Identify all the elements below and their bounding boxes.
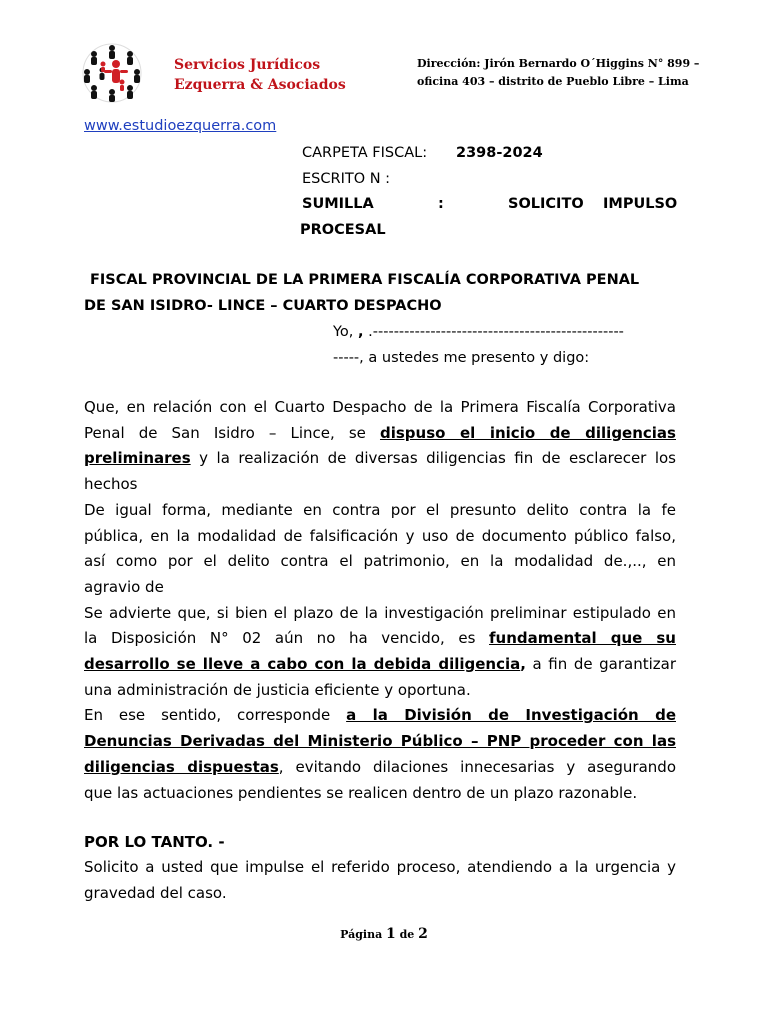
page-footer bbox=[0, 926, 768, 942]
escrito-label: ESCRITO N : bbox=[302, 171, 391, 187]
intro-name-placeholder: , bbox=[358, 324, 364, 340]
address-line1: Dirección: Jirón Bernardo O´Higgins N° 899 – bbox=[417, 57, 700, 70]
carpeta-label: CARPETA FISCAL: bbox=[302, 145, 428, 161]
paragraph-1-line: Que, en relación con el Cuarto Despacho de la Primera Fiscalía Corporativa bbox=[84, 398, 676, 416]
paragraph-4-line: que las actuaciones pendientes se realicen dentro de un plazo razonable. bbox=[84, 783, 638, 802]
paragraph-1-line: hechos bbox=[84, 475, 138, 494]
firm-address bbox=[417, 55, 699, 91]
of-word: de bbox=[395, 928, 419, 941]
text-run: la Disposición N° 02 aún no ha vencido, es bbox=[84, 629, 490, 648]
intro-prefix: Yo, bbox=[333, 324, 359, 340]
conclusion-line: gravedad del caso. bbox=[84, 883, 227, 902]
emphasis-run: dispuso el inicio de diligencias bbox=[379, 423, 676, 442]
text-run: , evitando dilaciones innecesarias y asegurando bbox=[278, 757, 676, 776]
paragraph-2-line: agravio de bbox=[84, 577, 164, 596]
sumilla-colon: : bbox=[438, 196, 444, 212]
addressee-line1: FISCAL PROVINCIAL DE LA PRIMERA FISCALÍA CORPORATIVA PENAL bbox=[90, 272, 640, 288]
paragraph-2-line: pública, en la modalidad de falsificación y uso de documento público falso, bbox=[84, 526, 676, 545]
paragraph-4-line bbox=[84, 703, 676, 729]
sumilla-value-word3: PROCESAL bbox=[300, 222, 386, 238]
firm-logo bbox=[80, 42, 144, 104]
emphasis-run: a la División de Investigación de bbox=[346, 706, 676, 725]
address-line2: oficina 403 – distrito de Pueblo Libre – Lima bbox=[417, 75, 689, 88]
paragraph-2-line: De igual forma, mediante en contra por el presunto delito contra la fe bbox=[84, 500, 676, 519]
paragraph-1-line bbox=[84, 421, 676, 447]
sumilla-label: SUMILLA bbox=[302, 196, 374, 212]
conclusion-line: Solicito a usted que impulse el referido proceso, atendiendo a la urgencia y bbox=[84, 858, 676, 876]
paragraph-3-line bbox=[84, 626, 676, 652]
paragraph-1-line bbox=[84, 446, 676, 472]
conclusion-text bbox=[84, 855, 676, 906]
paragraph-3-line bbox=[84, 652, 676, 678]
emphasis-run: desarrollo se lleve a cabo con la debida diligencia bbox=[84, 655, 521, 674]
page-number: 1 bbox=[386, 926, 396, 942]
text-run: Penal de San Isidro – Lince, se bbox=[84, 423, 380, 442]
conclusion-heading: POR LO TANTO. - bbox=[84, 833, 225, 851]
text-run: y la realización de diversas diligencias fin de esclarecer los bbox=[190, 449, 676, 468]
sumilla-value-word1: SOLICITO bbox=[508, 196, 584, 212]
emphasis-run: diligencias dispuestas bbox=[84, 757, 279, 776]
firm-name-line2: Ezquerra & Asociados bbox=[174, 77, 346, 93]
paragraph-3-line: Se advierte que, si bien el plazo de la investigación preliminar estipulado en bbox=[84, 603, 676, 622]
firm-name-line1: Servicios Jurídicos bbox=[174, 57, 321, 73]
text-run: a fin de garantizar bbox=[525, 655, 676, 674]
page-total: 2 bbox=[418, 926, 428, 942]
emphasis-run: preliminares bbox=[84, 449, 191, 468]
paragraph-2-line: así como por el delito contra el patrimonio, en la modalidad de.,.., en bbox=[84, 552, 676, 571]
carpeta-value: 2398-2024 bbox=[456, 145, 543, 161]
intro-line2: -----, a ustedes me presento y digo: bbox=[333, 350, 590, 366]
text-run: En ese sentido, corresponde bbox=[84, 706, 347, 725]
logo-figures bbox=[83, 44, 141, 102]
intro-dashes: .------------------------------------------------ bbox=[363, 324, 624, 340]
paragraph-4-line bbox=[84, 755, 676, 781]
paragraph-3-line: una administración de justicia eficiente y oportuna. bbox=[84, 680, 471, 699]
emphasis-run: fundamental que su bbox=[489, 629, 676, 648]
intro-line1 bbox=[333, 322, 624, 342]
website-link[interactable]: www.estudioezquerra.com bbox=[84, 118, 277, 134]
emphasis-comma: , bbox=[520, 655, 526, 674]
page-word: Página bbox=[340, 928, 387, 941]
body-text bbox=[84, 395, 676, 806]
firm-name bbox=[174, 55, 346, 95]
addressee-line2: DE SAN ISIDRO- LINCE – CUARTO DESPACHO bbox=[84, 298, 442, 314]
sumilla-value-word2: IMPULSO bbox=[603, 196, 678, 212]
paragraph-4-line: Denuncias Derivadas del Ministerio Público – PNP proceder con las bbox=[84, 732, 676, 751]
